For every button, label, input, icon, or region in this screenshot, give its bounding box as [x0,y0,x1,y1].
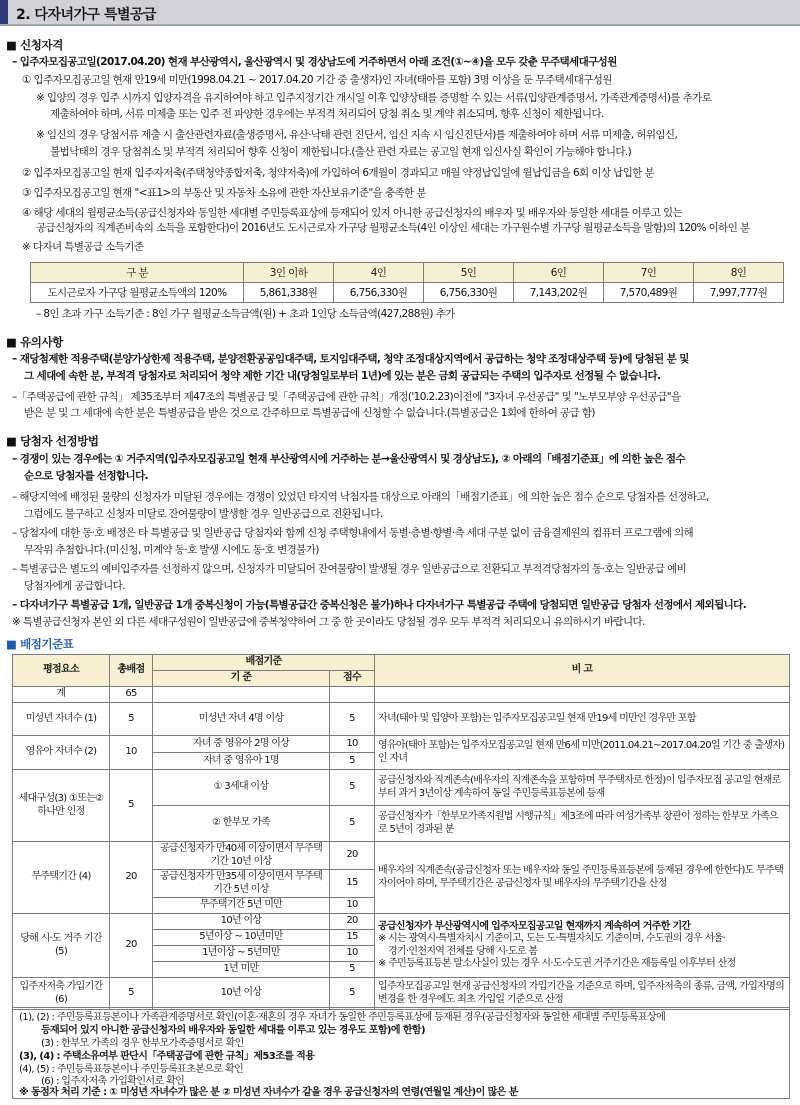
selection-line: 당첨자에게 공급합니다. [24,580,125,592]
score-criterion: 공급신청자가 만35세 이상이면서 무주택기간 5년 이상 [153,870,330,898]
income-value: 7,570,489원 [604,283,694,303]
eligibility-line: 공급신청자의 직계존비속의 소득을 포함한다)이 2016년도 도시근로자 가구당 월평균소득(4인 이상인 세대는 가구원수별 가구당 월평균소득을 말함)의 120% 이하인 분 [36,222,750,234]
score-remark: 공급신청자와 직계존속(배우자의 직계존속을 포함하며 무주택자로 한정)이 입주자모집 공고일 현재로부터 과거 3년이상 계속하여 동일 주민등록표등본에 등재 [375,770,790,806]
income-header: 3인 이하 [244,263,334,283]
score-table [12,654,790,1010]
score-table-heading: ■ 배점기준표 [6,637,74,651]
income-header: 5인 [424,263,514,283]
score-total: 20 [110,914,153,978]
eligibility-line: ③ 입주자모집공고일 현재 "<표1>의 부동산 및 자동차 소유에 관한 자산보유기준"을 충족한 분 [22,187,426,199]
score-header-remarks: 비 고 [375,655,790,687]
score-total: 10 [110,736,153,770]
score-points: 10 [330,898,375,914]
score-total: 5 [110,770,153,842]
score-points: 15 [330,930,375,946]
score-remark: 공급신청자가「한부모가족지원법 시행규칙」제3조에 따라 여성가족부 장관이 정하는 한부모 가족으로 5년이 경과된 분 [375,806,790,842]
score-header-points: 점수 [330,671,375,687]
score-remark: 영유아(태아 포함)는 입주자모집공고일 현재 만6세 미만(2011.04.21~2017.04.20일 기간 중 출생자)인 자녀 [375,736,790,770]
selection-line: 그럼에도 불구하고 신청자 미달로 잔여물량이 발생할 경우 일반공급으로 전환됩니다. [24,508,383,520]
selection-line: 무작위 추첨합니다.(미신청, 미계약 동·호 발생 시에도 동·호 변경불가) [24,544,319,556]
eligibility-line: ※ 임신의 경우 당첨서류 제출 시 출산관련자료(출생증명서, 유산·낙태 관련 진단서, 임신 지속 시 임신진단서)를 제출하여야 하며 서류 미제출, 허위임신, [36,129,678,141]
score-element: 영유아 자녀수 (2) [13,736,110,770]
score-total: 20 [110,842,153,914]
score-note: (1), (2) : 주민등록표등본이나 가족관계증명서로 확인(이혼·재혼의 경우 자녀가 동일한 주민등록표상에 등재된 경우(공급신청자와 동일한 세대별 주민등록표상에 [19,1012,666,1023]
eligibility-line: – 입주자모집공고일(2017.04.20) 현재 부산광역시, 울산광역시 및 경상남도에 거주하면서 아래 조건(①~④)을 모두 갖춘 무주택세대구성원 [12,56,617,68]
score-remark-block [375,914,790,978]
score-points: 5 [330,703,375,736]
score-note: (3) : 한부모 가족의 경우 한부모가족증명서로 확인 [41,1038,244,1049]
eligibility-line: 제출하여야 하며, 서류 미제출 또는 입주 전 파양한 경우에는 부적격 처리되어 당첨 취소 및 계약 취소되며, 향후 신청이 제한됩니다. [50,108,604,120]
score-notes-box [12,1007,790,1099]
income-header: 6인 [514,263,604,283]
eligibility-heading: ■ 신청자격 [6,38,63,52]
score-criterion: 1년 미만 [153,962,330,978]
income-value: 7,997,777원 [694,283,784,303]
score-remark-line: 경기·인천지역 전체를 당해 시·도로 봄 [388,945,538,957]
score-criterion: 1년이상 ~ 5년미만 [153,946,330,962]
score-total: 5 [110,703,153,736]
income-header: 4인 [334,263,424,283]
selection-line: – 다자녀가구 특별공급 1개, 일반공급 1개 중복신청이 가능(특별공급간 중복신청은 불가)하나 다자녀가구 특별공급 주택에 당첨되면 일반공급 당첨자 선정에서 제외됩니다. [12,599,747,611]
selection-line: 순으로 당첨자를 선정합니다. [24,470,149,482]
notes-heading: ■ 유의사항 [6,335,63,349]
score-criterion: 10년 이상 [153,978,330,1010]
income-header: 7인 [604,263,694,283]
score-points: 5 [330,770,375,806]
score-criterion: 공급신청자가 만40세 이상이면서 무주택기간 10년 이상 [153,842,330,870]
section-header-bar [0,0,8,24]
score-remark-title: 공급신청자가 부산광역시에 입주자모집공고일 현재까지 계속하여 거주한 기간 [378,920,691,932]
score-sum-label: 계 [13,687,110,703]
income-row-label: 도시근로자 가구당 월평균소득액의 120% [31,283,244,303]
score-points: 20 [330,842,375,870]
income-footnote: – 8인 초과 가구 소득기준 : 8인 가구 월평균소득금액(원) + 초과 1인당 소득금액(427,288원) 추가 [36,308,455,320]
score-remark-line: ※ 주민등록표등본 말소사실이 있는 경우 시·도·수도권 거주기간은 재등록일 이후부터 산정 [378,958,736,969]
score-sum-value: 65 [110,687,153,703]
notes-line: –「주택공급에 관한 규칙」 제35조부터 제47조의 특별공급 및「주택공급에 관한 규칙」개정('10.2.23)이전에 "3자녀 우선공급" 및 "노부모부양 우선공급"을 [12,391,681,403]
score-header-criteria: 배점기준 [153,655,375,671]
score-points: 5 [330,962,375,978]
score-note: (3), (4) : 주택소유여부 판단시「주택공급에 관한 규칙」제53조를 적용 [19,1051,315,1062]
score-header-total: 총배점 [110,655,153,687]
score-header-element: 평점요소 [13,655,110,687]
score-criterion: 10년 이상 [153,914,330,930]
score-points: 5 [330,978,375,1010]
score-element: 무주택기간 (4) [13,842,110,914]
eligibility-line: ① 입주자모집공고일 현재 만19세 미만(1998.04.21 ~ 2017.04.20 기간 중 출생자)인 자녀(태아를 포함) 3명 이상을 둔 무주택세대구성원 [22,74,612,86]
score-element: 세대구성(3) ①또는② 하나만 인정 [13,770,110,842]
eligibility-line: ※ 다자녀 특별공급 소득기준 [22,241,144,253]
score-note: (4), (5) : 주민등록표등본이나 주민등록표초본으로 확인 [19,1064,244,1075]
selection-line: – 경쟁이 있는 경우에는 ① 거주지역(입주자모집공고일 현재 부산광역시에 거주하는 분→울산광역시 및 경상남도), ② 아래의「배점기준표」에 의한 높은 점수 [12,453,685,465]
score-note: 등재되어 있지 아니한 공급신청자의 배우자와 동일한 세대를 이루고 있는 경우도 포함)에 한함) [41,1025,425,1036]
score-criterion: 미성년 자녀 4명 이상 [153,703,330,736]
score-criterion: ① 3세대 이상 [153,770,330,806]
income-header: 구 분 [31,263,244,283]
income-value: 6,756,330원 [424,283,514,303]
section-title: 2. 다자녀가구 특별공급 [16,7,157,23]
eligibility-line: ④ 해당 세대의 월평균소득(공급신청자와 동일한 세대별 주민등록표상에 등재되어 있지 아니한 공급신청자의 배우자 및 배우자와 동일한 세대를 이루고 있는 [22,207,683,219]
income-table [30,262,784,303]
score-element: 미성년 자녀수 (1) [13,703,110,736]
score-remark: 배우자의 직계존속(공급신청자 또는 배우자와 동일 주민등록표등본에 등재된 경우에 한한다)도 무주택자이어야 하며, 무주택기간은 공급신청자 및 배우자의 무주택기간을 산정 [375,842,790,914]
notes-line: 받은 분 및 그 세대에 속한 분은 특별공급을 받은 것으로 간주하므로 특별공급에 신청할 수 없습니다.(특별공급은 1회에 한하여 공급 함) [24,407,595,419]
score-points: 10 [330,736,375,753]
eligibility-line: 불법낙태의 경우 당첨취소 및 부적격 처리되어 향후 신청이 제한됩니다.(출산 관련 자료는 공고일 현재 임신사실 확인이 가능해야 합니다.) [50,146,632,158]
selection-line: – 해당지역에 배정된 물량의 신청자가 미달된 경우에는 경쟁이 있었던 타지역 낙첨자를 대상으로 아래의「배점기준표」에 의한 높은 점수 순으로 당첨자를 선정하고, [12,491,709,503]
score-criterion: 5년이상 ~ 10년미만 [153,930,330,946]
score-note: ※ 동점자 처리 기준 : ① 미성년 자녀수가 많은 분 ② 미성년 자녀수가 같을 경우 공급신청자의 연령(연월일 계산)이 많은 분 [19,1087,518,1098]
score-note: (6) : 입주자저축 가입확인서로 확인 [41,1076,185,1087]
eligibility-line: ② 입주자모집공고일 현재 입주자저축(주택청약종합저축, 청약저축)에 가입하여 6개월이 경과되고 매월 약정납입일에 월납입금을 6회 이상 납입한 분 [22,167,655,179]
score-points: 5 [330,753,375,770]
score-criterion: ② 한부모 가족 [153,806,330,842]
income-value: 6,756,330원 [334,283,424,303]
income-value: 7,143,202원 [514,283,604,303]
score-remark-line: ※ 시는 광역시·특별자치시 기준이고, 도는 도·특별자치도 기준이며, 수도권의 경우 서울· [378,933,726,944]
score-points: 5 [330,806,375,842]
income-header: 8인 [694,263,784,283]
score-points: 15 [330,870,375,898]
score-remark: 입주자모집공고일 현재 공급신청자의 가입기간을 기준으로 하며, 입주자저축의 종류, 금액, 가입자명의 변경을 한 경우에도 최초 가입일 기준으로 산정 [375,978,790,1010]
score-header-standard: 기 준 [153,671,330,687]
section-header [0,0,800,26]
eligibility-line: ※ 입양의 경우 입주 시까지 입양자격을 유지하여야 하고 입주지정기간 개시일 이후 입양상태를 증명할 수 있는 서류(입양관계증명서, 가족관계증명서)를 추가로 [36,92,712,104]
score-criterion: 자녀 중 영유아 2명 이상 [153,736,330,753]
selection-line: – 특별공급은 별도의 예비입주자를 선정하지 않으며, 신청자가 미달되어 잔여물량이 발생될 경우 일반공급으로 전환되고 부적격당첨자의 동·호는 일반공급 예비 [12,563,687,575]
notes-line: 그 세대에 속한 분, 부적격 당첨자로 처리되어 청약 제한 기간 내(당첨일로부터 1년)에 있는 분은 금회 공급되는 주택의 입주자로 선정될 수 없습니다. [24,370,661,382]
score-criterion: 무주택기간 5년 미만 [153,898,330,914]
score-points: 20 [330,914,375,930]
selection-line: ※ 특별공급신청자 본인 외 다른 세대구성원이 일반공급에 중복청약하여 그 중 한 곳이라도 당첨될 경우 모두 부적격 처리되오니 유의하시기 바랍니다. [12,616,645,628]
score-points: 10 [330,946,375,962]
notes-line: – 재당첨제한 적용주택(분양가상한제 적용주택, 분양전환공공임대주택, 토지임대주택, 청약 조정대상지역에서 공급하는 청약 조정대상주택 등)에 당첨된 분 및 [12,353,689,365]
score-criterion: 자녀 중 영유아 1명 [153,753,330,770]
score-element: 입주자저축 가입기간(6) [13,978,110,1010]
score-element: 당해 시·도 거주 기간 (5) [13,914,110,978]
selection-line: – 당첨자에 대한 동·호 배정은 타 특별공급 및 일반공급 당첨자와 함께 신청 주택형내에서 동별·층별·향별·측 세대 구분 없이 금융결제원의 컴퓨터 프로그램에 의해 [12,527,694,539]
income-value: 5,861,338원 [244,283,334,303]
score-remark: 자녀(태아 및 입양아 포함)는 입주자모집공고일 현재 만19세 미만인 경우만 포함 [375,703,790,736]
selection-heading: ■ 당첨자 선정방법 [6,434,99,448]
score-total: 5 [110,978,153,1010]
